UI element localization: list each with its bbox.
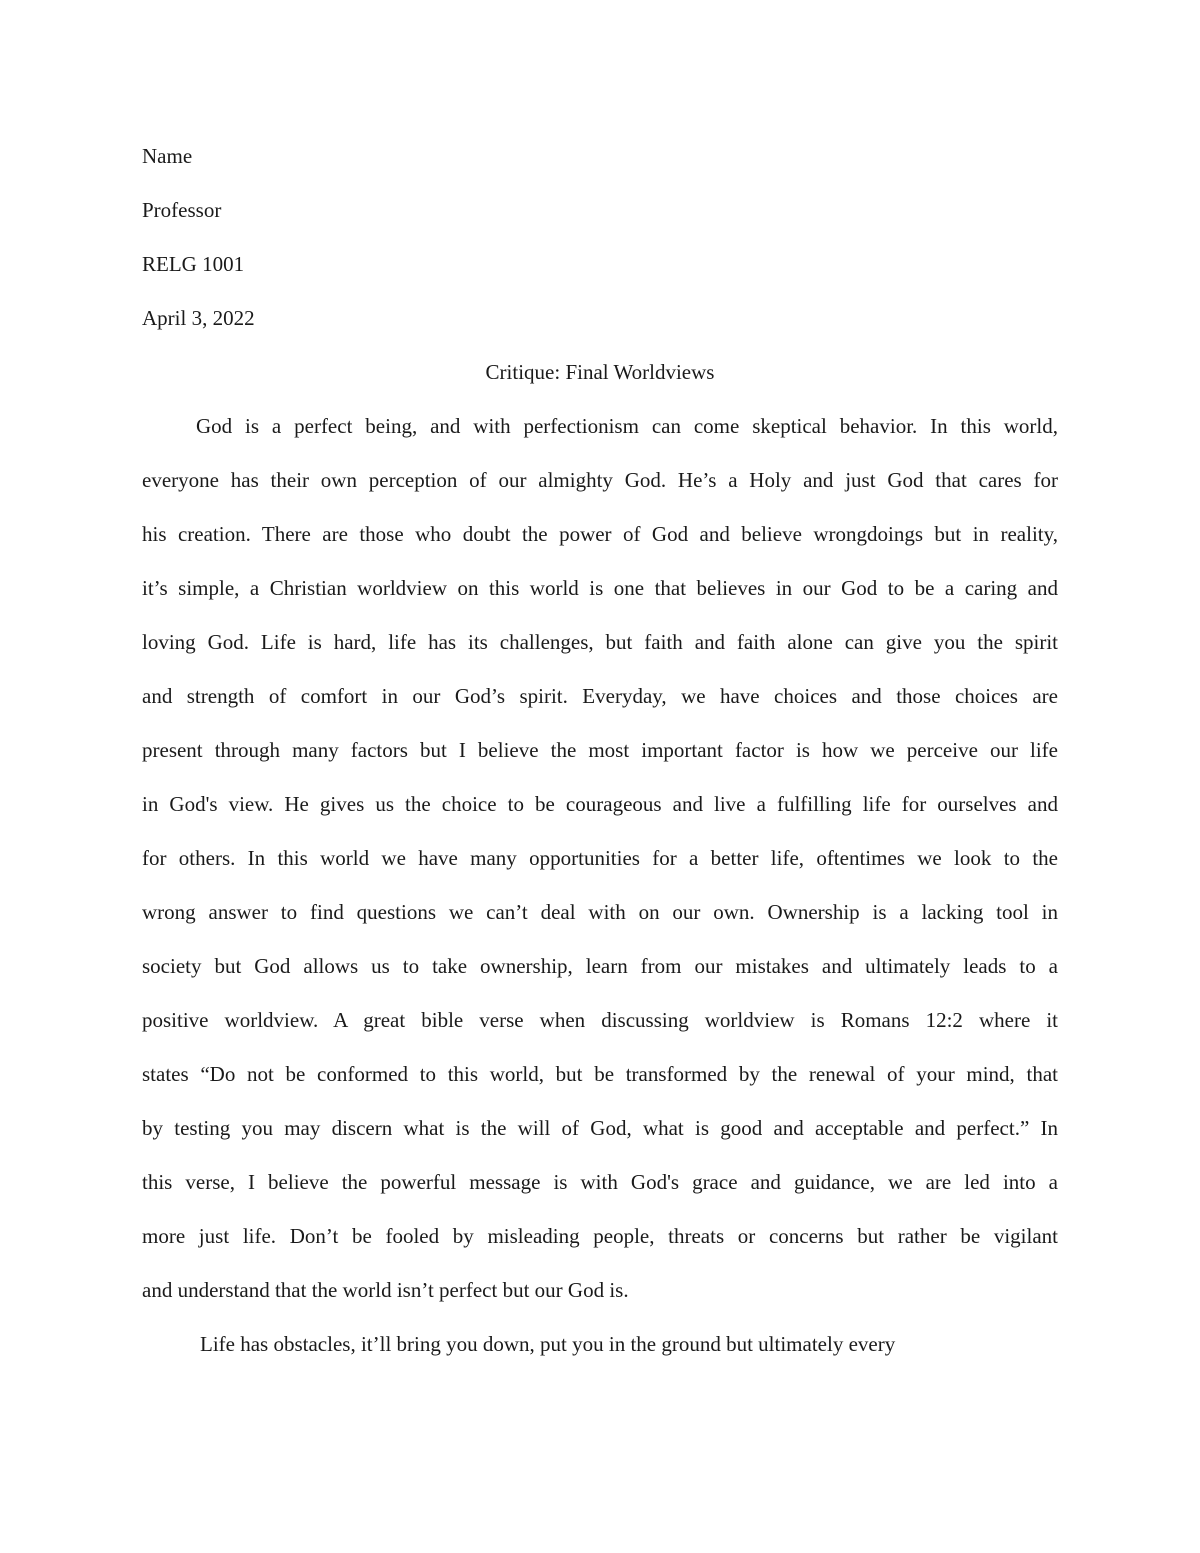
- paragraph-2-line: Life has obstacles, it’ll bring you down, put you in the ground but ultimately every: [200, 1332, 896, 1356]
- paragraph-1-line: present through many factors but I believe the most important factor is how we perceive our life: [142, 738, 1058, 762]
- paragraph-1-line: wrong answer to find questions we can’t deal with on our own. Ownership is a lacking tool in: [142, 900, 1058, 924]
- document-date: April 3, 2022: [142, 306, 255, 330]
- paragraph-1-line: his creation. There are those who doubt the power of God and believe wrongdoings but in reality,: [142, 522, 1058, 546]
- course-code: RELG 1001: [142, 252, 245, 276]
- paragraph-1-line: in God's view. He gives us the choice to be courageous and live a fulfilling life for ourselves and: [142, 792, 1058, 816]
- paragraph-1-line: and strength of comfort in our God’s spirit. Everyday, we have choices and those choices are: [142, 684, 1058, 708]
- paragraph-1-line: society but God allows us to take ownership, learn from our mistakes and ultimately leads to a: [142, 954, 1058, 978]
- paragraph-1-line: more just life. Don’t be fooled by misleading people, threats or concerns but rather be vigilant: [142, 1224, 1058, 1248]
- paragraph-1-line: everyone has their own perception of our almighty God. He’s a Holy and just God that cares for: [142, 468, 1058, 492]
- paragraph-1-line: loving God. Life is hard, life has its challenges, but faith and faith alone can give you the spirit: [142, 630, 1058, 654]
- document-title: Critique: Final Worldviews: [485, 360, 715, 384]
- paragraph-1-line: and understand that the world isn’t perfect but our God is.: [142, 1278, 629, 1302]
- paragraph-1-line: positive worldview. A great bible verse when discussing worldview is Romans 12:2 where it: [142, 1008, 1058, 1032]
- professor-name: Professor: [142, 198, 222, 222]
- essay-body: [142, 399, 1058, 1371]
- header-block: [142, 129, 1062, 345]
- paragraph-1-line: God is a perfect being, and with perfectionism can come skeptical behavior. In this world,: [196, 414, 1058, 438]
- paragraph-1-line: states “Do not be conformed to this world, but be transformed by the renewal of your mind, that: [142, 1062, 1058, 1086]
- paragraph-1-line: for others. In this world we have many opportunities for a better life, oftentimes we look to the: [142, 846, 1058, 870]
- student-name: Name: [142, 144, 193, 168]
- paragraph-1-line: it’s simple, a Christian worldview on this world is one that believes in our God to be a caring and: [142, 576, 1058, 600]
- paragraph-1-line: this verse, I believe the powerful message is with God's grace and guidance, we are led into a: [142, 1170, 1058, 1194]
- paragraph-1-line: by testing you may discern what is the will of God, what is good and acceptable and perfect.” In: [142, 1116, 1058, 1140]
